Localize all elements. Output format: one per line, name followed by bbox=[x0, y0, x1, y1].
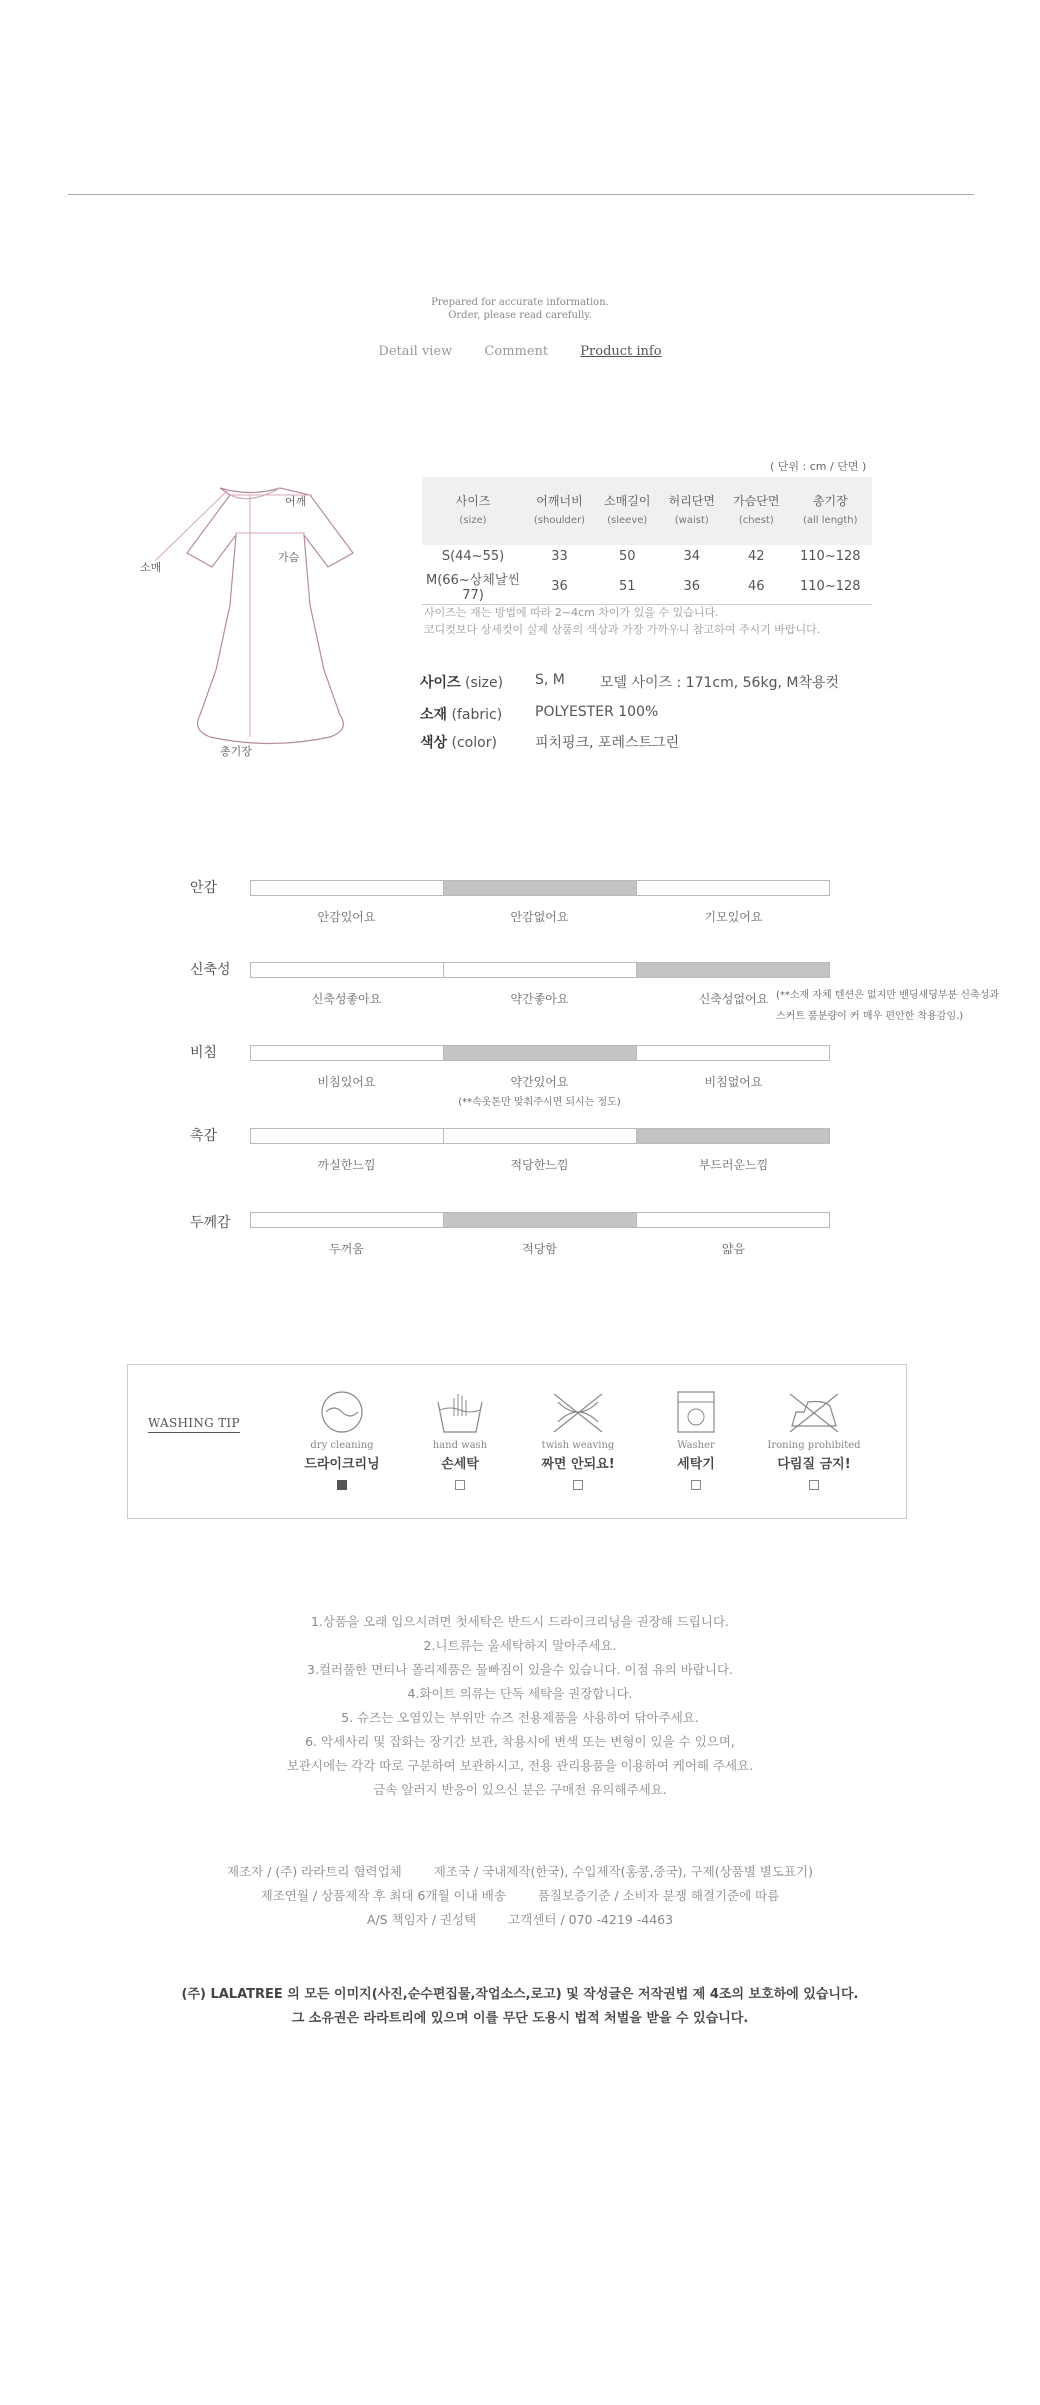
washer-icon bbox=[666, 1388, 726, 1436]
no-wring-icon bbox=[548, 1388, 608, 1436]
wash-item-no-wring: twish weaving 짜면 안되요! bbox=[523, 1388, 633, 1490]
attr-option: 기모있어요 bbox=[704, 910, 763, 924]
care-instructions: 1.상품을 오래 입으시려면 첫세탁은 반드시 드라이크리닝을 권장해 드립니다. 2.니트류는 울세탁하지 말아주세요. 3.컬러풀한 면티나 폴리제품은 물빠짐이 있을수 있습니다. 이점 유의 바랍니다. 4.화이트 의류는 단독 세탁을 권장합니다. 5. 슈즈는 오염있는 부위만 슈즈 전용제품을 사용하여 닦아주세요. 6. 악세사리 및 잡화는 장기간 보관, 착용시에 변색 또는 변형이 있을 수 있으며, 보관시에는 각각 따로 구분하여 보관하시고, 전용 관리용품을 이용하여 케어해 주세요. 금속 알러지 반응이 있으신 분은 구매전 유의해주세요. bbox=[286, 1614, 754, 1797]
wash-item-dry-cleaning: dry cleaning 드라이크리닝 bbox=[287, 1388, 397, 1490]
wash-item-washer: Washer 세탁기 bbox=[641, 1388, 751, 1490]
washing-tip-title: WASHING TIP bbox=[148, 1416, 240, 1433]
info-tabs bbox=[0, 344, 1040, 359]
no-iron-checkbox bbox=[809, 1480, 819, 1490]
attr-option: 안감없어요 bbox=[510, 910, 569, 924]
attr-bar-stretch bbox=[250, 962, 830, 978]
info-color-row: 색상 (color) 피치핑크, 포레스트그린 bbox=[420, 735, 680, 751]
size-note-1: 사이즈는 재는 방법에 따라 2~4cm 차이가 있을 수 있습니다. bbox=[424, 606, 719, 619]
prepared-line-2: Order, please read carefully. bbox=[448, 310, 592, 321]
info-size-row: 사이즈 (size) S, M 모델 사이즈 : 171cm, 56kg, M착용컷 bbox=[420, 672, 840, 691]
attr-option: 안감있어요 bbox=[317, 910, 376, 924]
attr-bar-sheer bbox=[250, 1045, 830, 1061]
size-header: 사이즈 (size) bbox=[422, 477, 524, 545]
table-row: M(66~상체날씬77) 36 51 36 46 110~128 bbox=[422, 568, 872, 605]
tab-comment[interactable]: Comment bbox=[484, 344, 549, 359]
shoulder-label: 어깨 bbox=[285, 495, 307, 508]
washer-checkbox bbox=[691, 1480, 701, 1490]
sleeve-header: 소매길이 (sleeve) bbox=[595, 477, 660, 545]
maker-info: 제조자 / (주) 라라트리 협력업체 제조국 / 국내제작(한국), 수입제작(홍콩,중국), 구제(상품별 별도표기) 제조연월 / 상품제작 후 최대 6개월 이내 배송 품질보증기준 / 소비자 분쟁 해결기준에 따름 A/S 책임자 / 권성택 고객센터 / 070 -4219 -4463 bbox=[227, 1864, 813, 1927]
attr-option: 약간좋아요 bbox=[510, 992, 569, 1006]
tab-detail-view[interactable]: Detail view bbox=[378, 344, 453, 359]
attr-label-lining: 안감 bbox=[190, 880, 218, 896]
attr-option: 신축성좋아요 bbox=[311, 992, 382, 1006]
waist-header: 허리단면 (waist) bbox=[660, 477, 725, 545]
attr-option: 비침있어요 bbox=[317, 1075, 376, 1089]
no-wring-checkbox bbox=[573, 1480, 583, 1490]
attr-option: 두꺼움 bbox=[329, 1242, 364, 1256]
attr-label-sheer: 비침 bbox=[190, 1045, 218, 1061]
attr-label-texture: 촉감 bbox=[190, 1128, 218, 1144]
shoulder-header: 어깨너비 (shoulder) bbox=[524, 477, 595, 545]
no-iron-icon bbox=[784, 1388, 844, 1436]
tab-product-info[interactable]: Product info bbox=[580, 344, 662, 359]
attr-option: 얇음 bbox=[721, 1242, 746, 1256]
sheer-note: (**속옷톤만 맞춰주시면 되시는 정도) bbox=[458, 1097, 621, 1108]
attr-option: 적당함 bbox=[522, 1242, 557, 1256]
chest-header: 가슴단면 (chest) bbox=[724, 477, 789, 545]
top-divider bbox=[68, 194, 974, 195]
attr-option: 신축성없어요 bbox=[698, 992, 769, 1006]
copyright-notice: (주) LALATREE 의 모든 이미지(사진,순수편집물,작업소스,로고) 및 작성글은 저작권법 제 4조의 보호하에 있습니다. 그 소유권은 라라트리에 있으며 이를 무단 도용시 법적 처벌을 받을 수 있습니다. bbox=[181, 1987, 859, 2026]
length-header: 총기장 (all length) bbox=[789, 477, 872, 545]
prepared-line-1: Prepared for accurate information. bbox=[431, 297, 609, 308]
attr-option: 부드러운느낌 bbox=[698, 1158, 769, 1172]
size-table bbox=[422, 477, 872, 605]
length-label: 총기장 bbox=[220, 745, 252, 758]
chest-label: 가슴 bbox=[278, 551, 300, 564]
attr-option: 까실한느낌 bbox=[317, 1158, 376, 1172]
wash-item-hand-wash: hand wash 손세탁 bbox=[405, 1388, 515, 1490]
dry-cleaning-icon bbox=[312, 1388, 372, 1436]
table-row: S(44~55) 33 50 34 42 110~128 bbox=[441, 549, 861, 564]
attr-bar-lining bbox=[250, 880, 830, 896]
attr-bar-thickness bbox=[250, 1212, 830, 1228]
attr-option: 약간있어요 bbox=[510, 1075, 569, 1089]
attr-label-stretch: 신축성 bbox=[190, 962, 231, 978]
stretch-note-1: (**소재 자체 텐션은 없지만 밴딩새딩부분 신축성과 bbox=[776, 990, 999, 1001]
attr-option: 적당한느낌 bbox=[510, 1158, 569, 1172]
attr-bar-texture bbox=[250, 1128, 830, 1144]
hand-wash-icon bbox=[430, 1388, 490, 1436]
sleeve-label: 소매 bbox=[140, 561, 162, 574]
stretch-note-2: 스커트 품분량이 커 매우 편안한 착용감임.) bbox=[776, 1011, 964, 1022]
size-note-2: 코디컷보다 상세컷이 실제 상품의 색상과 가장 가까우니 참고하여 주시기 바랍니다. bbox=[424, 623, 821, 636]
attr-option: 비침없어요 bbox=[704, 1075, 763, 1089]
size-unit: ( 단위 : cm / 단면 ) bbox=[770, 460, 867, 473]
wash-item-no-iron: Ironing prohibited 다림질 금지! bbox=[759, 1388, 869, 1490]
dry-cleaning-checkbox bbox=[337, 1480, 347, 1490]
info-fabric-row: 소재 (fabric) POLYESTER 100% bbox=[420, 704, 659, 723]
dress-diagram bbox=[140, 475, 370, 765]
hand-wash-checkbox bbox=[455, 1480, 465, 1490]
attr-label-thickness: 두께감 bbox=[190, 1215, 231, 1231]
